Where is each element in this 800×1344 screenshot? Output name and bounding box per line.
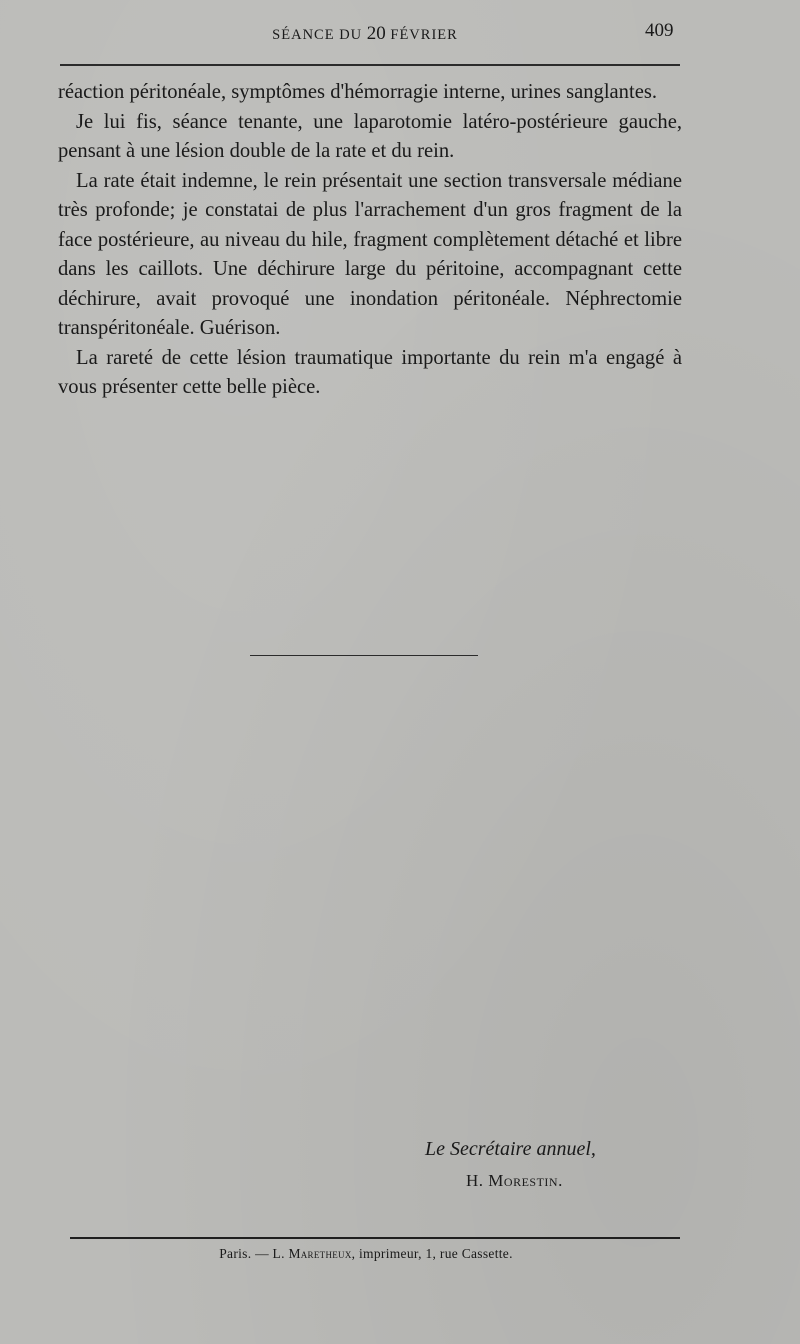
running-title-prefix: SÉANCE DU xyxy=(272,27,367,43)
paragraph: Je lui fis, séance tenante, une laparotomie latéro-postérieure gauche, pensant à une lésion double de la rate et du rein. xyxy=(58,110,682,162)
running-title-suffix: FÉVRIER xyxy=(385,27,458,43)
running-header xyxy=(0,20,800,44)
imprint-suffix: , imprimeur, 1, rue Cassette. xyxy=(351,1246,513,1261)
signature-role: Le Secrétaire annuel, xyxy=(425,1138,596,1160)
imprint-printer: Maretheux xyxy=(288,1246,352,1261)
printer-imprint xyxy=(0,1246,732,1262)
page-number: 409 xyxy=(645,20,674,41)
running-title-day: 20 xyxy=(366,23,386,44)
header-rule xyxy=(60,64,680,66)
imprint-prefix: Paris. — L. xyxy=(219,1246,289,1261)
signature-surname: Morestin. xyxy=(488,1171,563,1190)
signature-name xyxy=(466,1171,563,1191)
paragraph: La rate était indemne, le rein présentait une section transversale médiane très profonde; je constatai de plus l'arrachement d'un gros fragment de la face postérieure, au niveau du hile, fragment complètement détaché et libre dans les caillots. Une déchirure large du péritoine, accompagnant cette déchirure, avait provoqué une inondation péritonéale. Néphrectomie transpéritonéale. Guérison. xyxy=(58,169,682,339)
paragraph: La rareté de cette lésion traumatique importante du rein m'a engagé à vous présenter cette belle pièce. xyxy=(58,346,682,398)
body-text xyxy=(58,78,682,403)
paragraph: réaction péritonéale, symptômes d'hémorragie interne, urines sanglantes. xyxy=(58,81,658,103)
signature-initial: H. xyxy=(466,1171,489,1190)
footer-rule xyxy=(70,1237,680,1239)
running-title xyxy=(0,23,730,45)
section-divider xyxy=(250,655,478,656)
